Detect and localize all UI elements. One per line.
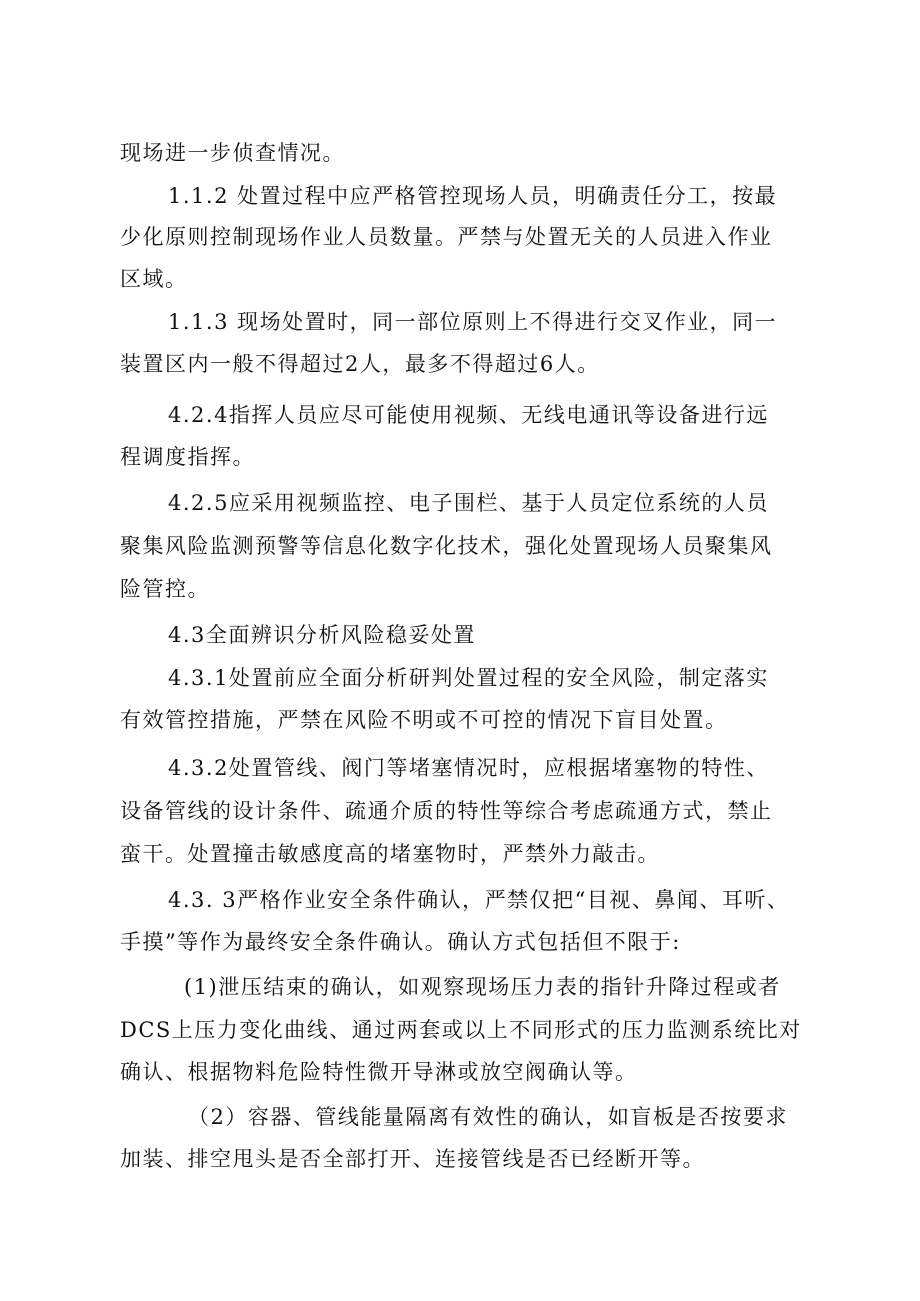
text-line: 1.1.3 现场处置时，同一部位原则上不得进行交叉作业，同一: [168, 310, 778, 334]
text-line: 聚集风险监测预警等信息化数字化技术，强化处置现场人员聚集风: [120, 534, 773, 558]
text-line: 手摸”等作为最终安全条件确认。确认方式包括但不限于:: [120, 930, 681, 954]
text-line: 4.3.1处置前应全面分析研判处置过程的安全风险，制定落实: [168, 666, 769, 690]
text-line: 4.3. 3严格作业安全条件确认，严禁仅把“目视、鼻闻、耳听、: [168, 888, 790, 912]
section-heading: 4.3全面辨识分析风险稳妥处置: [168, 623, 476, 647]
text-line: 确认、根据物料危险特性微开导淋或放空阀确认等。: [120, 1060, 638, 1084]
text-line: 险管控。: [120, 577, 210, 601]
text-line: 蛮干。处置撞击敏感度高的堵塞物时，严禁外力敲击。: [120, 842, 660, 866]
text-line: 4.2.5应采用视频监控、电子围栏、基于人员定位系统的人员: [168, 491, 769, 515]
text-line: 有效管控措施，严禁在风险不明或不可控的情况下盲目处置。: [120, 708, 728, 732]
text-line: DCS上压力变化曲线、通过两套或以上不同形式的压力监测系统比对: [120, 1018, 802, 1042]
text-line: 4.2.4指挥人员应尽可能使用视频、无线电通讯等设备进行远: [168, 403, 769, 427]
text-line: 4.3.2处置管线、阀门等堵塞情况时，应根据堵塞物的特性、: [168, 756, 769, 780]
text-line: 现场进一步侦查情况。: [120, 141, 345, 165]
text-line: 设备管线的设计条件、疏通介质的特性等综合考虑疏通方式，禁止: [120, 799, 773, 823]
text-line: 程调度指挥。: [120, 445, 255, 469]
text-line: 1.1.2 处置过程中应严格管控现场人员，明确责任分工，按最: [168, 184, 778, 208]
text-line: 区域。: [120, 267, 188, 291]
text-line: （2）容器、管线能量隔离有效性的确认，如盲板是否按要求: [188, 1105, 788, 1129]
text-line: 少化原则控制现场作业人员数量。严禁与处置无关的人员进入作业: [120, 225, 773, 249]
text-line: 加装、排空甩头是否全部打开、连接管线是否已经断开等。: [120, 1147, 705, 1171]
text-line: 装置区内一般不得超过2人，最多不得超过6人。: [120, 352, 600, 376]
text-line: (1)泄压结束的确认，如观察现场压力表的指针升降过程或者: [184, 975, 781, 999]
